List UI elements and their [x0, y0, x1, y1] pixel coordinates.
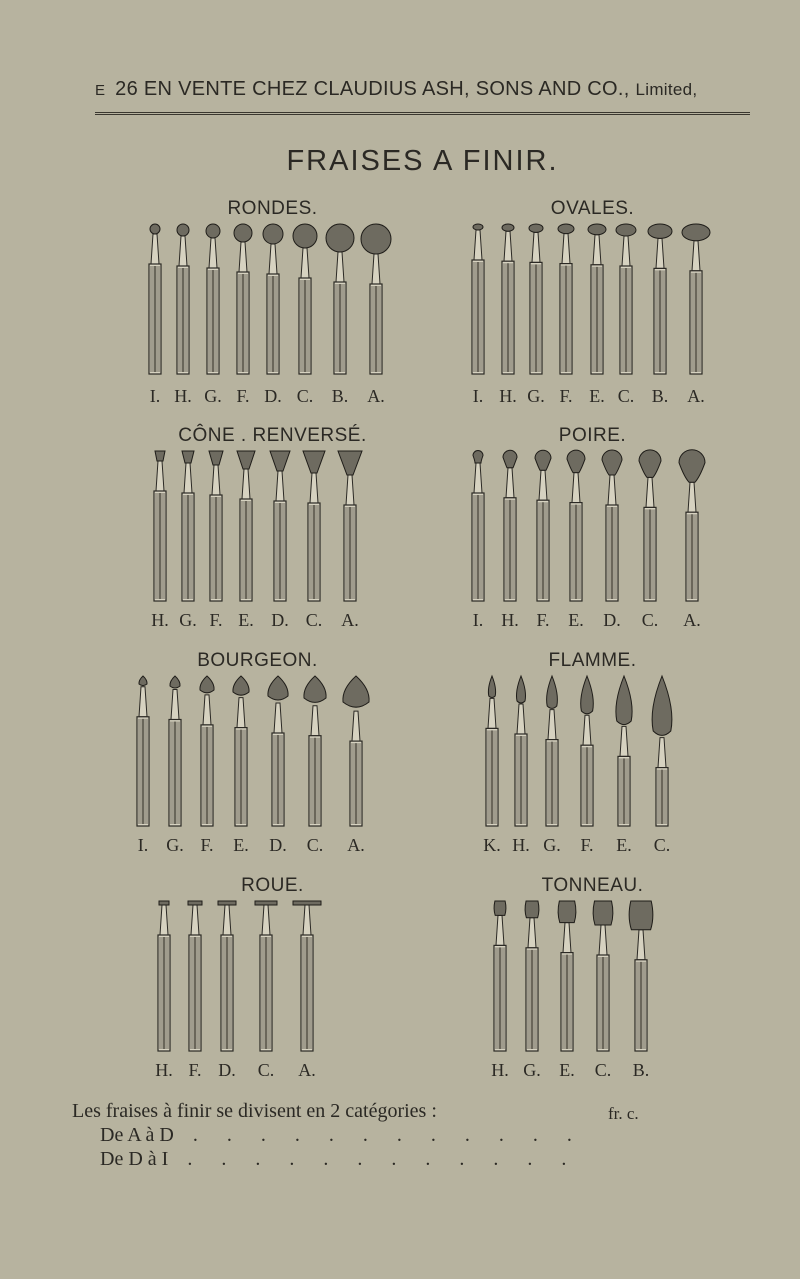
footer-row-1-leader: . . . . . . . . . . . .	[192, 1124, 584, 1146]
burr-neck	[203, 695, 211, 725]
section-flamme	[460, 650, 725, 859]
section-roue	[140, 875, 405, 1084]
size-label: G.	[166, 835, 184, 855]
burr-poire-6	[679, 450, 705, 601]
burr-head	[648, 224, 672, 238]
size-label: I.	[472, 610, 484, 630]
burr-bourgeon-4	[268, 676, 288, 826]
page-number: 26	[115, 78, 139, 100]
burr-ovales-4	[588, 224, 606, 374]
burr-head	[326, 224, 354, 252]
burr-ovales-5	[616, 224, 636, 374]
burr-bourgeon-0	[137, 676, 149, 826]
burr-head	[188, 901, 202, 905]
footer-row-2	[100, 1148, 578, 1171]
header-suffix: Limited,	[635, 80, 698, 99]
burr-poire-1	[503, 450, 517, 601]
size-label: I.	[149, 386, 161, 406]
burr-head	[502, 224, 514, 231]
burr-cone-2	[209, 451, 223, 601]
burr-head	[529, 224, 543, 232]
burr-head	[338, 451, 362, 475]
burr-flamme-3	[581, 676, 594, 826]
size-label: F.	[536, 610, 550, 630]
section-ovales	[460, 198, 725, 410]
burr-flamme-2	[546, 676, 558, 826]
burr-neck	[688, 482, 696, 512]
burr-illustrations	[140, 220, 405, 380]
burr-ovales-7	[682, 224, 710, 374]
burr-neck	[474, 463, 482, 493]
burr-neck	[372, 254, 380, 284]
burr-head	[473, 224, 483, 230]
burr-flamme-4	[616, 676, 632, 826]
size-label: F.	[580, 835, 594, 855]
burr-neck	[310, 473, 318, 503]
footer-row-2-label: De D à I	[100, 1148, 169, 1170]
size-label: G.	[543, 835, 561, 855]
header-text: EN VENTE CHEZ CLAUDIUS ASH, SONS AND CO.,	[143, 78, 630, 100]
section-title: OVALES.	[550, 198, 635, 219]
section-title: POIRE.	[558, 425, 627, 446]
size-label: G.	[527, 386, 545, 406]
section-rondes	[140, 198, 405, 410]
burr-rondes-6	[326, 224, 354, 374]
footer-row-2-leader: . . . . . . . . . . . .	[187, 1148, 579, 1170]
size-label: H.	[501, 610, 519, 630]
burr-neck	[274, 703, 282, 733]
size-label: D.	[264, 386, 282, 406]
burr-ovales-1	[502, 224, 514, 374]
size-label: F.	[188, 1060, 202, 1080]
burr-tonneau-0	[494, 901, 506, 1051]
burr-neck	[139, 687, 147, 717]
burr-rondes-3	[234, 224, 252, 374]
burr-head	[473, 450, 483, 463]
size-label: C.	[257, 1060, 275, 1080]
burr-head	[343, 676, 369, 707]
burr-head	[588, 224, 606, 235]
burr-neck	[242, 469, 250, 499]
burr-neck	[658, 738, 666, 768]
burr-flamme-0	[486, 676, 498, 826]
burr-ovales-0	[472, 224, 484, 374]
burr-poire-5	[639, 450, 661, 601]
burr-neck	[301, 248, 309, 278]
burr-head	[139, 676, 147, 686]
burr-cone-3	[237, 451, 255, 601]
size-label: H.	[155, 1060, 173, 1080]
burr-roue-2	[218, 901, 236, 1051]
burr-flamme-5	[652, 676, 672, 826]
burr-head	[547, 676, 558, 708]
burr-head	[602, 450, 622, 475]
burr-neck	[622, 236, 630, 266]
burr-tonneau-1	[525, 901, 539, 1051]
size-label: G.	[523, 1060, 541, 1080]
burr-neck	[506, 468, 514, 498]
size-label: C.	[653, 835, 671, 855]
size-label: H.	[151, 610, 169, 630]
size-label: D.	[269, 835, 287, 855]
size-label: G.	[204, 386, 222, 406]
section-bourgeon	[125, 650, 390, 859]
burr-ovales-3	[558, 224, 574, 374]
size-label: A.	[367, 386, 385, 406]
burr-tonneau-2	[558, 901, 576, 1051]
size-label: C.	[306, 835, 324, 855]
size-label: D.	[603, 610, 621, 630]
size-label: A.	[683, 610, 701, 630]
burr-bourgeon-1	[169, 676, 181, 826]
burr-neck	[692, 241, 700, 271]
size-label: K.	[483, 835, 501, 855]
burr-neck	[583, 715, 591, 745]
burr-neck	[276, 471, 284, 501]
burr-neck	[212, 465, 220, 495]
burr-head	[233, 676, 249, 695]
size-label: B.	[331, 386, 349, 406]
burr-head	[581, 676, 594, 714]
burr-head	[558, 901, 576, 923]
burr-neck	[496, 915, 504, 945]
burr-illustrations	[125, 672, 390, 832]
size-label: A.	[341, 610, 359, 630]
size-label: H.	[491, 1060, 509, 1080]
burr-neck	[156, 461, 164, 491]
burr-bourgeon-5	[304, 676, 326, 826]
burr-illustrations	[460, 220, 725, 380]
burr-rondes-7	[361, 224, 391, 374]
size-label: C.	[641, 610, 659, 630]
size-label: I.	[137, 835, 149, 855]
burr-head	[263, 224, 283, 244]
burr-tonneau-4	[629, 901, 653, 1051]
size-label: H.	[512, 835, 530, 855]
burr-neck	[539, 470, 547, 500]
burr-cone-4	[270, 451, 290, 601]
burr-flamme-1	[515, 676, 527, 826]
size-label: F.	[559, 386, 573, 406]
burr-neck	[352, 711, 360, 741]
burr-bourgeon-6	[343, 676, 369, 826]
burr-poire-4	[602, 450, 622, 601]
size-label: D.	[218, 1060, 236, 1080]
burr-neck	[532, 232, 540, 262]
section-title: RONDES.	[227, 198, 318, 219]
burr-neck	[262, 905, 270, 935]
burr-head	[155, 451, 165, 461]
size-label: A.	[298, 1060, 316, 1080]
burr-roue-1	[188, 901, 202, 1051]
size-label: H.	[499, 386, 517, 406]
burr-poire-2	[535, 450, 551, 601]
burr-tonneau-3	[593, 901, 613, 1051]
burr-bourgeon-3	[233, 676, 249, 826]
burr-roue-4	[293, 901, 321, 1051]
section-title: CÔNE . RENVERSÉ.	[178, 425, 367, 446]
burr-neck	[562, 234, 570, 264]
burr-neck	[593, 235, 601, 265]
size-label: F.	[200, 835, 214, 855]
page-number-prefix: E	[95, 82, 106, 99]
size-label: A.	[347, 835, 365, 855]
burr-head	[593, 901, 613, 925]
burr-head	[488, 676, 495, 698]
burr-head	[170, 676, 180, 688]
burr-head	[234, 224, 252, 242]
size-label: C.	[305, 610, 323, 630]
burr-head	[639, 450, 661, 478]
footer-intro-text: Les fraises à finir se divisent en 2 catégories :	[72, 1100, 437, 1122]
burr-cone-5	[303, 451, 325, 601]
burr-illustrations	[460, 897, 725, 1057]
section-title: ROUE.	[241, 875, 304, 896]
size-label: C.	[296, 386, 314, 406]
burr-rondes-2	[206, 224, 220, 374]
burr-head	[303, 451, 325, 473]
burr-head	[682, 224, 710, 241]
burr-neck	[608, 475, 616, 505]
burr-neck	[517, 704, 525, 734]
burr-head	[535, 450, 551, 470]
size-label: E.	[589, 386, 605, 406]
burr-neck	[548, 710, 556, 740]
burr-neck	[223, 905, 231, 935]
section-poire	[460, 425, 725, 634]
burr-head	[237, 451, 255, 469]
section-tonneau	[460, 875, 725, 1084]
burr-head	[652, 676, 672, 735]
section-title: FLAMME.	[548, 650, 637, 671]
burr-neck	[336, 252, 344, 282]
burr-poire-0	[472, 450, 484, 601]
section-cone	[140, 425, 405, 634]
burr-neck	[504, 231, 512, 261]
burr-neck	[599, 925, 607, 955]
burr-head	[150, 224, 160, 234]
burr-head	[679, 450, 705, 483]
burr-head	[616, 676, 632, 725]
size-label: G.	[179, 610, 197, 630]
burr-head	[268, 676, 288, 700]
burr-rondes-4	[263, 224, 283, 374]
size-label: I.	[472, 386, 484, 406]
burr-head	[218, 901, 236, 905]
burr-head	[177, 224, 189, 236]
section-title: TONNEAU.	[541, 875, 644, 896]
burr-head	[494, 901, 506, 915]
burr-head	[255, 901, 277, 905]
burr-neck	[239, 242, 247, 272]
burr-bourgeon-2	[200, 676, 214, 826]
burr-ovales-2	[529, 224, 543, 374]
burr-head	[517, 676, 526, 703]
burr-head	[558, 224, 574, 234]
burr-illustrations	[460, 447, 725, 607]
size-label: E.	[233, 835, 249, 855]
burr-head	[182, 451, 194, 463]
burr-head	[270, 451, 290, 471]
burr-cone-0	[154, 451, 166, 601]
burr-neck	[171, 690, 179, 720]
burr-rondes-1	[177, 224, 189, 374]
burr-rondes-0	[149, 224, 161, 374]
size-label: B.	[632, 1060, 650, 1080]
burr-roue-0	[158, 901, 170, 1051]
footer-row-1	[100, 1124, 584, 1147]
burr-head	[206, 224, 220, 238]
size-label: E.	[616, 835, 632, 855]
burr-head	[567, 450, 585, 473]
burr-head	[293, 901, 321, 905]
burr-roue-3	[255, 901, 277, 1051]
burr-neck	[572, 473, 580, 503]
size-label: F.	[209, 610, 223, 630]
burr-head	[159, 901, 169, 905]
burr-head	[209, 451, 223, 465]
burr-neck	[620, 726, 628, 756]
burr-neck	[563, 923, 571, 953]
burr-neck	[528, 918, 536, 948]
burr-cone-6	[338, 451, 362, 601]
burr-head	[616, 224, 636, 236]
size-label: E.	[238, 610, 254, 630]
burr-neck	[474, 230, 482, 260]
burr-neck	[179, 236, 187, 266]
burr-head	[525, 901, 539, 918]
burr-head	[503, 450, 517, 468]
burr-neck	[184, 463, 192, 493]
burr-head	[200, 676, 214, 693]
page-title: FRAISES A FINIR.	[286, 145, 559, 177]
burr-illustrations	[460, 672, 725, 832]
burr-neck	[311, 706, 319, 736]
footer-currency: fr. c.	[608, 1104, 639, 1123]
size-label: D.	[271, 610, 289, 630]
burr-neck	[303, 905, 311, 935]
burr-neck	[209, 238, 217, 268]
burr-neck	[151, 234, 159, 264]
burr-neck	[488, 698, 496, 728]
size-label: E.	[559, 1060, 575, 1080]
burr-neck	[637, 930, 645, 960]
burr-neck	[191, 905, 199, 935]
burr-neck	[269, 244, 277, 274]
burr-head	[293, 224, 317, 248]
size-label: C.	[617, 386, 635, 406]
burr-neck	[646, 477, 654, 507]
size-label: F.	[236, 386, 250, 406]
page-header	[95, 78, 750, 101]
burr-neck	[237, 698, 245, 728]
size-label: E.	[568, 610, 584, 630]
burr-head	[304, 676, 326, 702]
section-title: BOURGEON.	[197, 650, 318, 671]
burr-illustrations	[140, 447, 405, 607]
size-label: A.	[687, 386, 705, 406]
burr-cone-1	[182, 451, 194, 601]
size-label: H.	[174, 386, 192, 406]
burr-ovales-6	[648, 224, 672, 374]
burr-neck	[160, 905, 168, 935]
footer-intro	[72, 1100, 437, 1123]
burr-head	[361, 224, 391, 254]
header-rule	[95, 112, 750, 115]
footer-row-1-label: De A à D	[100, 1124, 174, 1146]
size-label: B.	[651, 386, 669, 406]
burr-head	[629, 901, 653, 930]
burr-neck	[346, 475, 354, 505]
burr-poire-3	[567, 450, 585, 601]
burr-rondes-5	[293, 224, 317, 374]
size-label: C.	[594, 1060, 612, 1080]
burr-illustrations	[140, 897, 405, 1057]
burr-neck	[656, 238, 664, 268]
